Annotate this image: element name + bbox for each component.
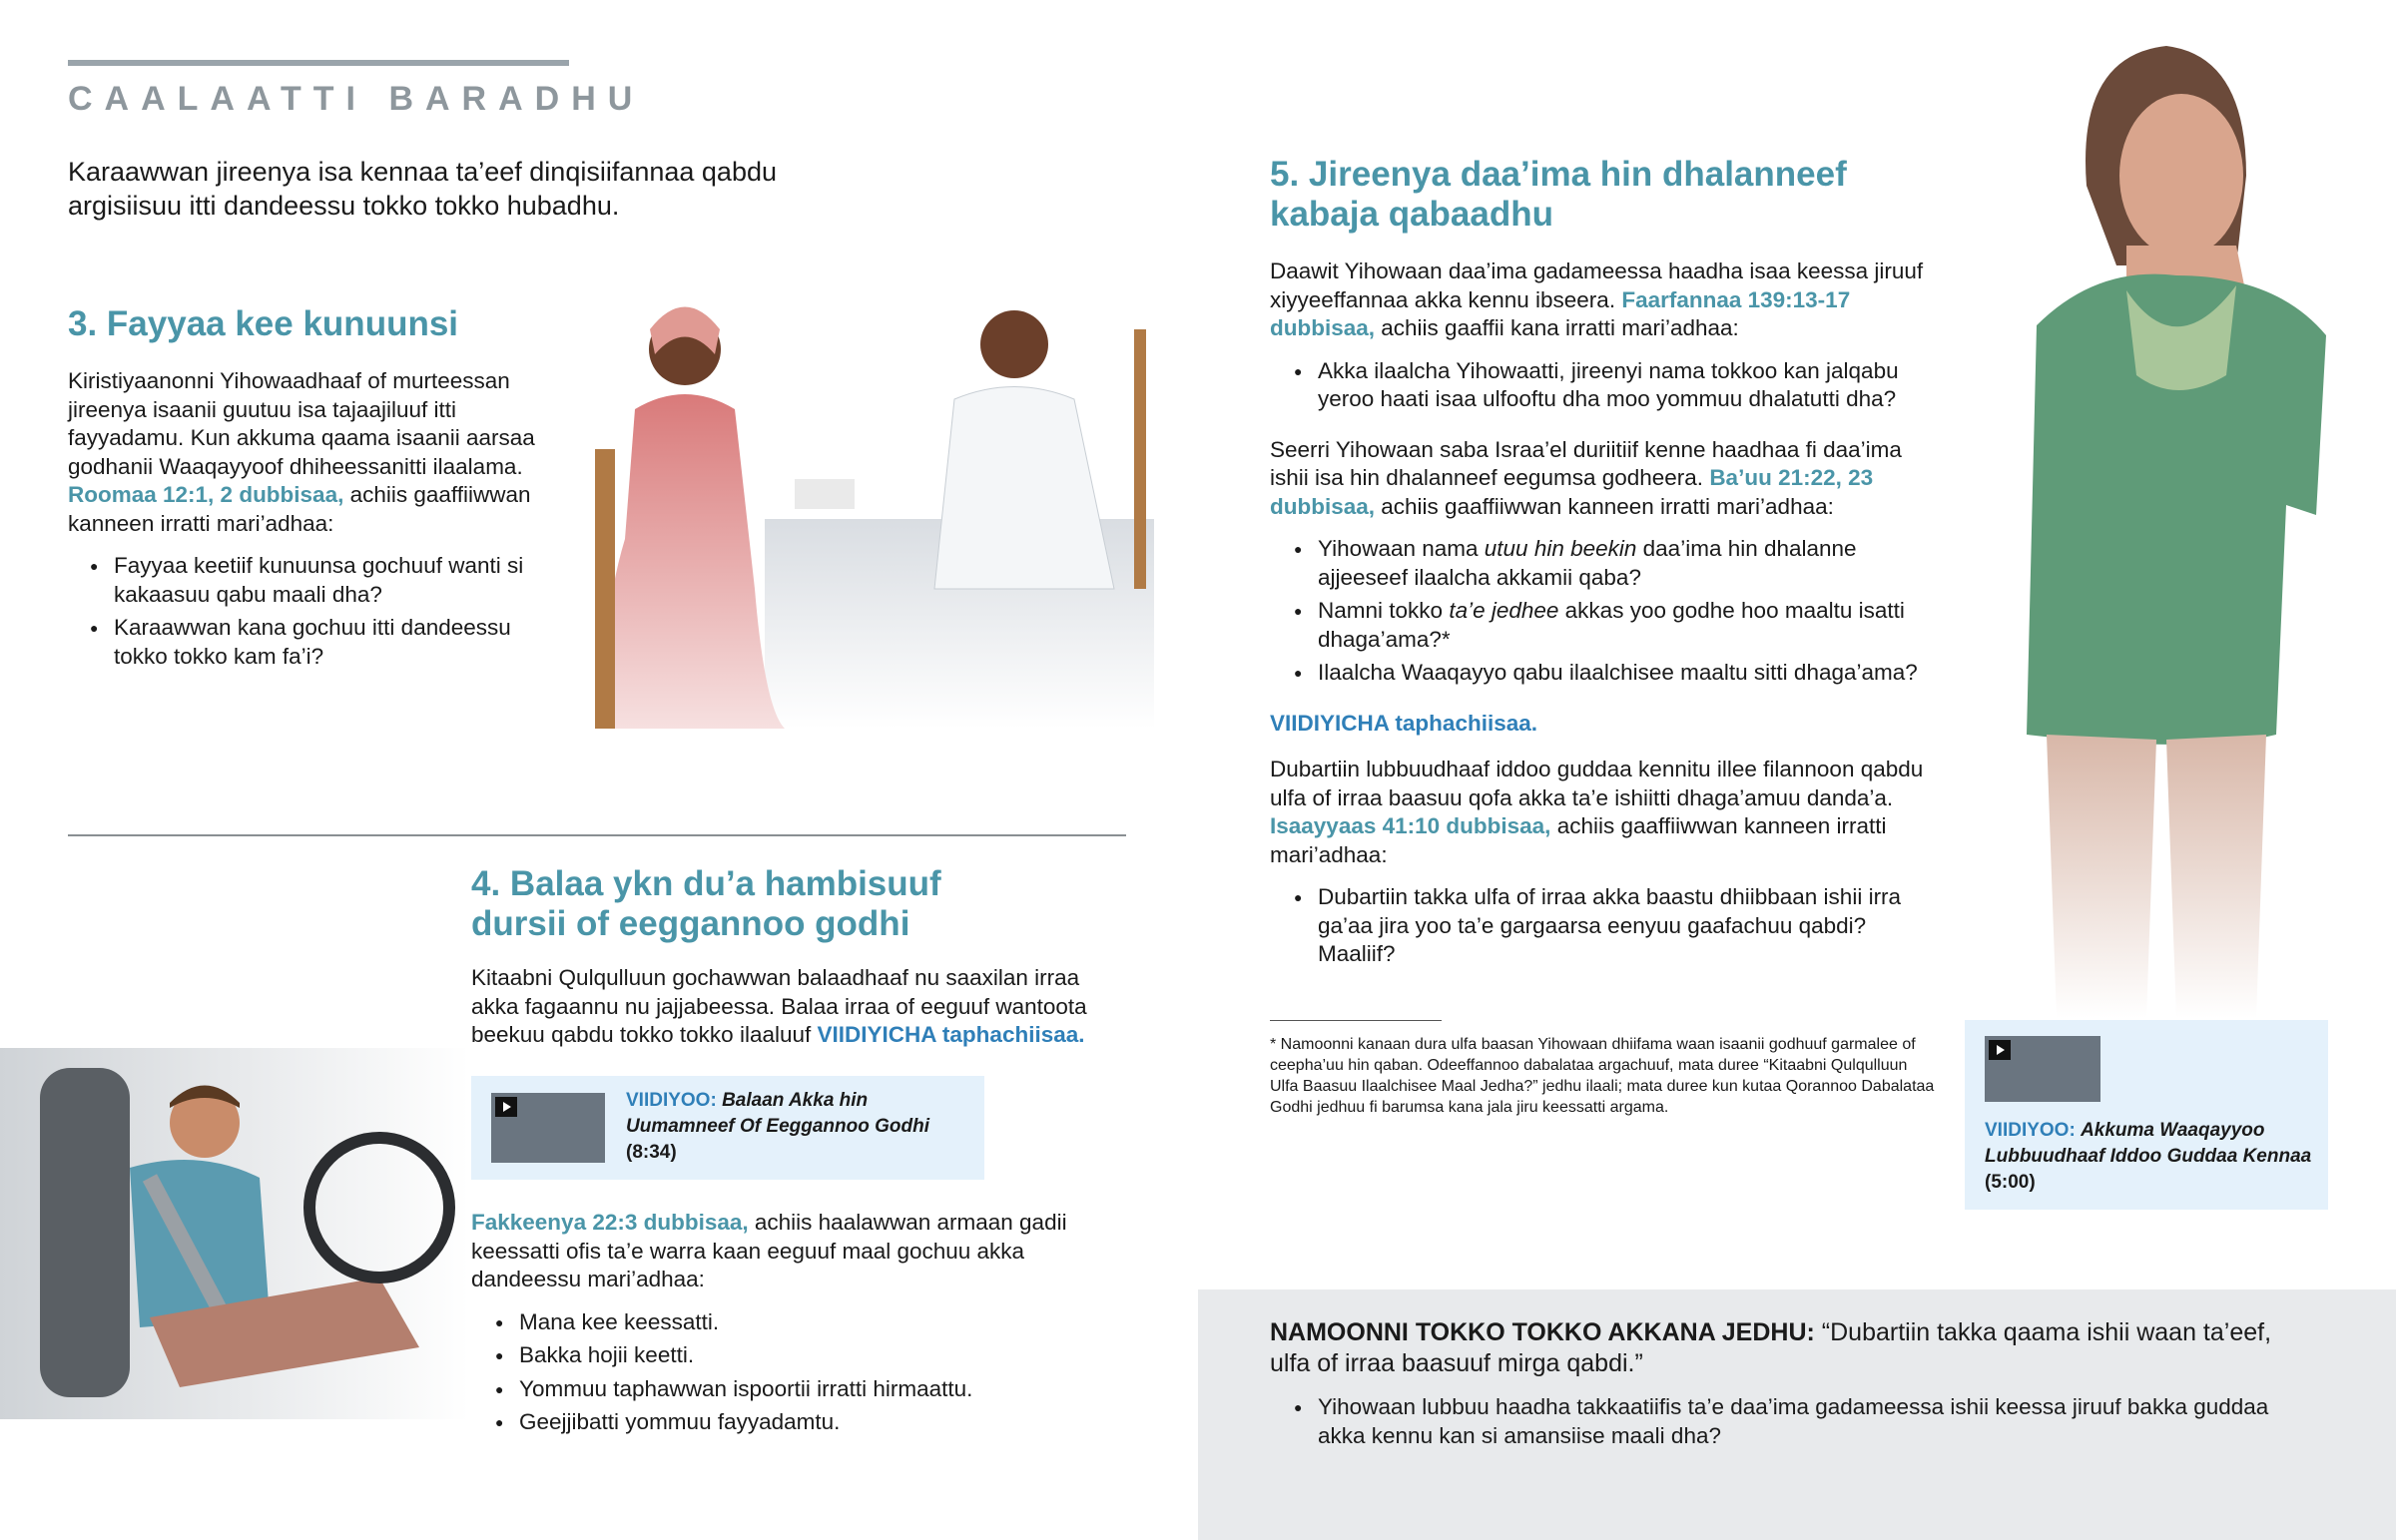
intro-text: Karaawwan jireenya isa kennaa ta’eef dinqisiifannaa qabdu argisiisuu itti dandeessu tokko tokko hubadhu. (68, 157, 777, 221)
play-video-link[interactable]: VIIDIYICHA taphachiisaa. (1270, 710, 1537, 736)
list-item: ● Dubartiin takka ulfa of irraa akka baastu dhiibbaan ishii irra ga’aa jira yoo ta’e gargaarsa eenyuu gaafachuu qabdi? Maaliif? (1294, 883, 1929, 969)
seatbelt-driver-illustration (0, 1048, 469, 1419)
section-5-questions-3 (1294, 883, 1929, 969)
video-caption: VIIDIYOO: Balaan Akka hin Uumamneef Of Eeggannoo Godhi (8:34) (626, 1090, 930, 1163)
section-5-questions-2 (1294, 535, 1929, 688)
list-item: ● Yihowaan nama utuu hin beekin daa’ima hin dhalanne ajjeeseef ilaalcha akkamii qaba? (1294, 535, 1929, 592)
section-5-questions-1 (1294, 357, 1929, 414)
section-4-scripture-link[interactable]: Fakkeenya 22:3 dubbisaa, (471, 1210, 749, 1235)
pregnant-woman-illustration (1977, 36, 2356, 1018)
video-thumbnail[interactable] (1985, 1036, 2100, 1102)
list-item: ● Mana kee keessatti. (495, 1308, 1110, 1337)
video-caption: VIIDIYOO: Akkuma Waaqayyoo Lubbuudhaaf Iddoo Guddaa Kennaa (5:00) (1985, 1120, 2312, 1193)
list-item: ● Namni tokko ta’e jedhee akkas yoo godhe hoo maaltu isatti dhaga’ama?* (1294, 597, 1929, 654)
play-icon[interactable] (495, 1097, 517, 1117)
objection-questions (1294, 1393, 2272, 1455)
section-4-body-2: Fakkeenya 22:3 dubbisaa, achiis haalawwan armaan gadii keessatti ofis ta’e warra kaan eeguuf maal gochuu akka dandeessu mari’adhaa: ● Mana kee keessatti. ● Bakka hojii keetti. ● Yommuu taphawwan ispoortii irratti hirmaattu. ● Geejjibatti yommuu fayyadamtu. (471, 1209, 1110, 1442)
doctor-consultation-illustration (595, 289, 1154, 729)
video-card-accident[interactable] (471, 1076, 984, 1180)
list-item: ● Karaawwan kana gochuu itti dandeessu tokko tokko kam fa’i? (90, 614, 547, 671)
list-item: ● Akka ilaalcha Yihowaatti, jireenyi nama tokkoo kan jalqabu yeroo haati isaa ulfooftu dha moo yommuu dhalatutti dha? (1294, 357, 1929, 414)
list-item: ● Ilaalcha Waaqayyo qabu ilaalchisee maaltu sitti dhaga’ama? (1294, 659, 1929, 688)
objection-box (1198, 1289, 2396, 1540)
section-5-scripture-link-2[interactable]: Ba’uu 21:22, 23 dubbisaa, (1270, 465, 1874, 519)
header-rule (68, 60, 569, 66)
list-item: ● Bakka hojii keetti. (495, 1341, 1110, 1370)
list-item: ● Geejjibatti yommuu fayyadamtu. (495, 1408, 1110, 1437)
section-5-title: 5. Jireenya daa’ima hin dhalanneef kabaja qabaadhu (1270, 155, 1847, 234)
video-card-life[interactable] (1965, 1020, 2328, 1210)
play-icon[interactable] (1989, 1040, 2011, 1060)
section-4-body: Kitaabni Qulqulluun gochawwan balaadhaaf nu saaxilan irraa akka fagaannu nu jajjabeessa. Balaa irraa of eeguuf wantoota beekuu qabdu tokko tokko ilaaluuf VIIDIYICHA taphachiisaa. (471, 965, 1087, 1047)
play-video-link[interactable]: VIIDIYICHA taphachiisaa. (817, 1022, 1085, 1047)
section-4-title: 4. Balaa ykn du’a hambisuuf dursii of eeggannoo godhi (471, 864, 941, 943)
list-item: ● Yihowaan lubbuu haadha takkaatiifis ta’e daa’ima gadameessa ishii keessa jiruuf bakka guddaa akka kennu kan si amansiise maali dha? (1294, 1393, 2272, 1450)
section-divider (68, 834, 1126, 836)
section-5-body: Daawit Yihowaan daa’ima gadameessa haadha isaa keessa jiruuf xiyyeeffannaa akka kennu ibseera. Faarfannaa 139:13-17 dubbisaa, achiis gaaffii kana irratti mari’adhaa: ● Akka ilaalcha Yihowaatti, jireenyi nama tokkoo kan jalqabu yeroo haati isaa ulfooftu dha moo yommuu dhalatutti dha? Seerri Yihowaan saba Israa’el duriitiif kenne haadhaa fi daa’ima ishii isa hin dhalanneef eegumsa godheera. Ba’uu 21:22, 23 dubbisaa, achiis gaaffiiwwan kanneen irratti mari’adhaa: ● Yihowaan nama utuu hin beekin daa’ima hin dhalanne ajjeeseef ilaalcha akkamii qaba? ● Namni tokko ta’e jedhee akkas yoo godhe hoo maaltu isatti dhaga’ama?* ● Ilaalcha Waaqayyo qabu ilaalchisee maaltu sitti dhaga’ama? VIIDIYICHA taphachiisaa. Dubartiin lubbuudhaaf iddoo guddaa kennitu illee filannoon qabdu ulfa of irraa baasuu qofa akka ta’e ishiitti dhaga’amuu danda’a. Isaayyaas 41:10 dubbisaa, achiis gaaffiiwwan kanneen irratti mari’adhaa: ● Dubartiin takka ulfa of irraa akka baastu dhiibbaan ishii irra ga’aa jira yoo ta’e gargaarsa eenyuu gaafachuu qabdi? Maaliif? (1270, 257, 1929, 974)
list-item: ● Yommuu taphawwan ispoortii irratti hirmaattu. (495, 1375, 1110, 1404)
footnote-rule (1270, 1020, 1442, 1021)
video-thumbnail[interactable] (491, 1093, 605, 1163)
objection-statement: NAMOONNI TOKKO TOKKO AKKANA JEDHU: “Dubartiin takka qaama ishii waan ta’eef, ulfa of irraa baasuuf mirga qabdi.” (1270, 1318, 2272, 1377)
list-item: ● Fayyaa keetiif kunuunsa gochuuf wanti si kakaasuu qabu maali dha? (90, 552, 547, 609)
section-3-title: 3. Fayyaa kee kunuunsi (68, 304, 459, 343)
section-3-body: Kiristiyaanonni Yihowaadhaaf of murteessan jireenya isaanii guutuu isa tajaajiluuf itti fayyadamu. Kun akkuma qaama isaanii aarsaa godhanii Waaqayyoof dhiheessanitti ilaalama. Roomaa 12:1, 2 dubbisaa, achiis gaaffiiwwan kanneen irratti mari’adhaa: ● Fayyaa keetiif kunuunsa gochuuf wanti si kakaasuu qabu maali dha? ● Karaawwan kana gochuu itti dandeessu tokko tokko kam fa’i? (68, 367, 547, 676)
section-3-questions (90, 552, 547, 671)
section-4-situations (495, 1308, 1110, 1437)
appendix-label: CAALAATTI BARADHU (68, 80, 645, 118)
section-5-scripture-link-3[interactable]: Isaayyaas 41:10 dubbisaa, (1270, 813, 1551, 838)
section-3-scripture-link[interactable]: Roomaa 12:1, 2 dubbisaa, (68, 482, 344, 507)
section-5-scripture-link-1[interactable]: Faarfannaa 139:13-17 dubbisaa, (1270, 286, 1851, 340)
footnote: * Namoonni kanaan dura ulfa baasan Yihowaan dhiifama waan isaanii godhuuf garmalee of ceepha’uu hin qaban. Odeeffannoo dabalataa argachuuf, mata duree “Kitaabni Qulqulluun Ulfa Baasuu Ilaalchisee Maal Jedha?” jedhu ilaali; mata duree kun kutaa Qorannoo Dabalataa Godhi jedhuu fi barumsa kana jala jiru keessatti argama. (1270, 1036, 1935, 1116)
